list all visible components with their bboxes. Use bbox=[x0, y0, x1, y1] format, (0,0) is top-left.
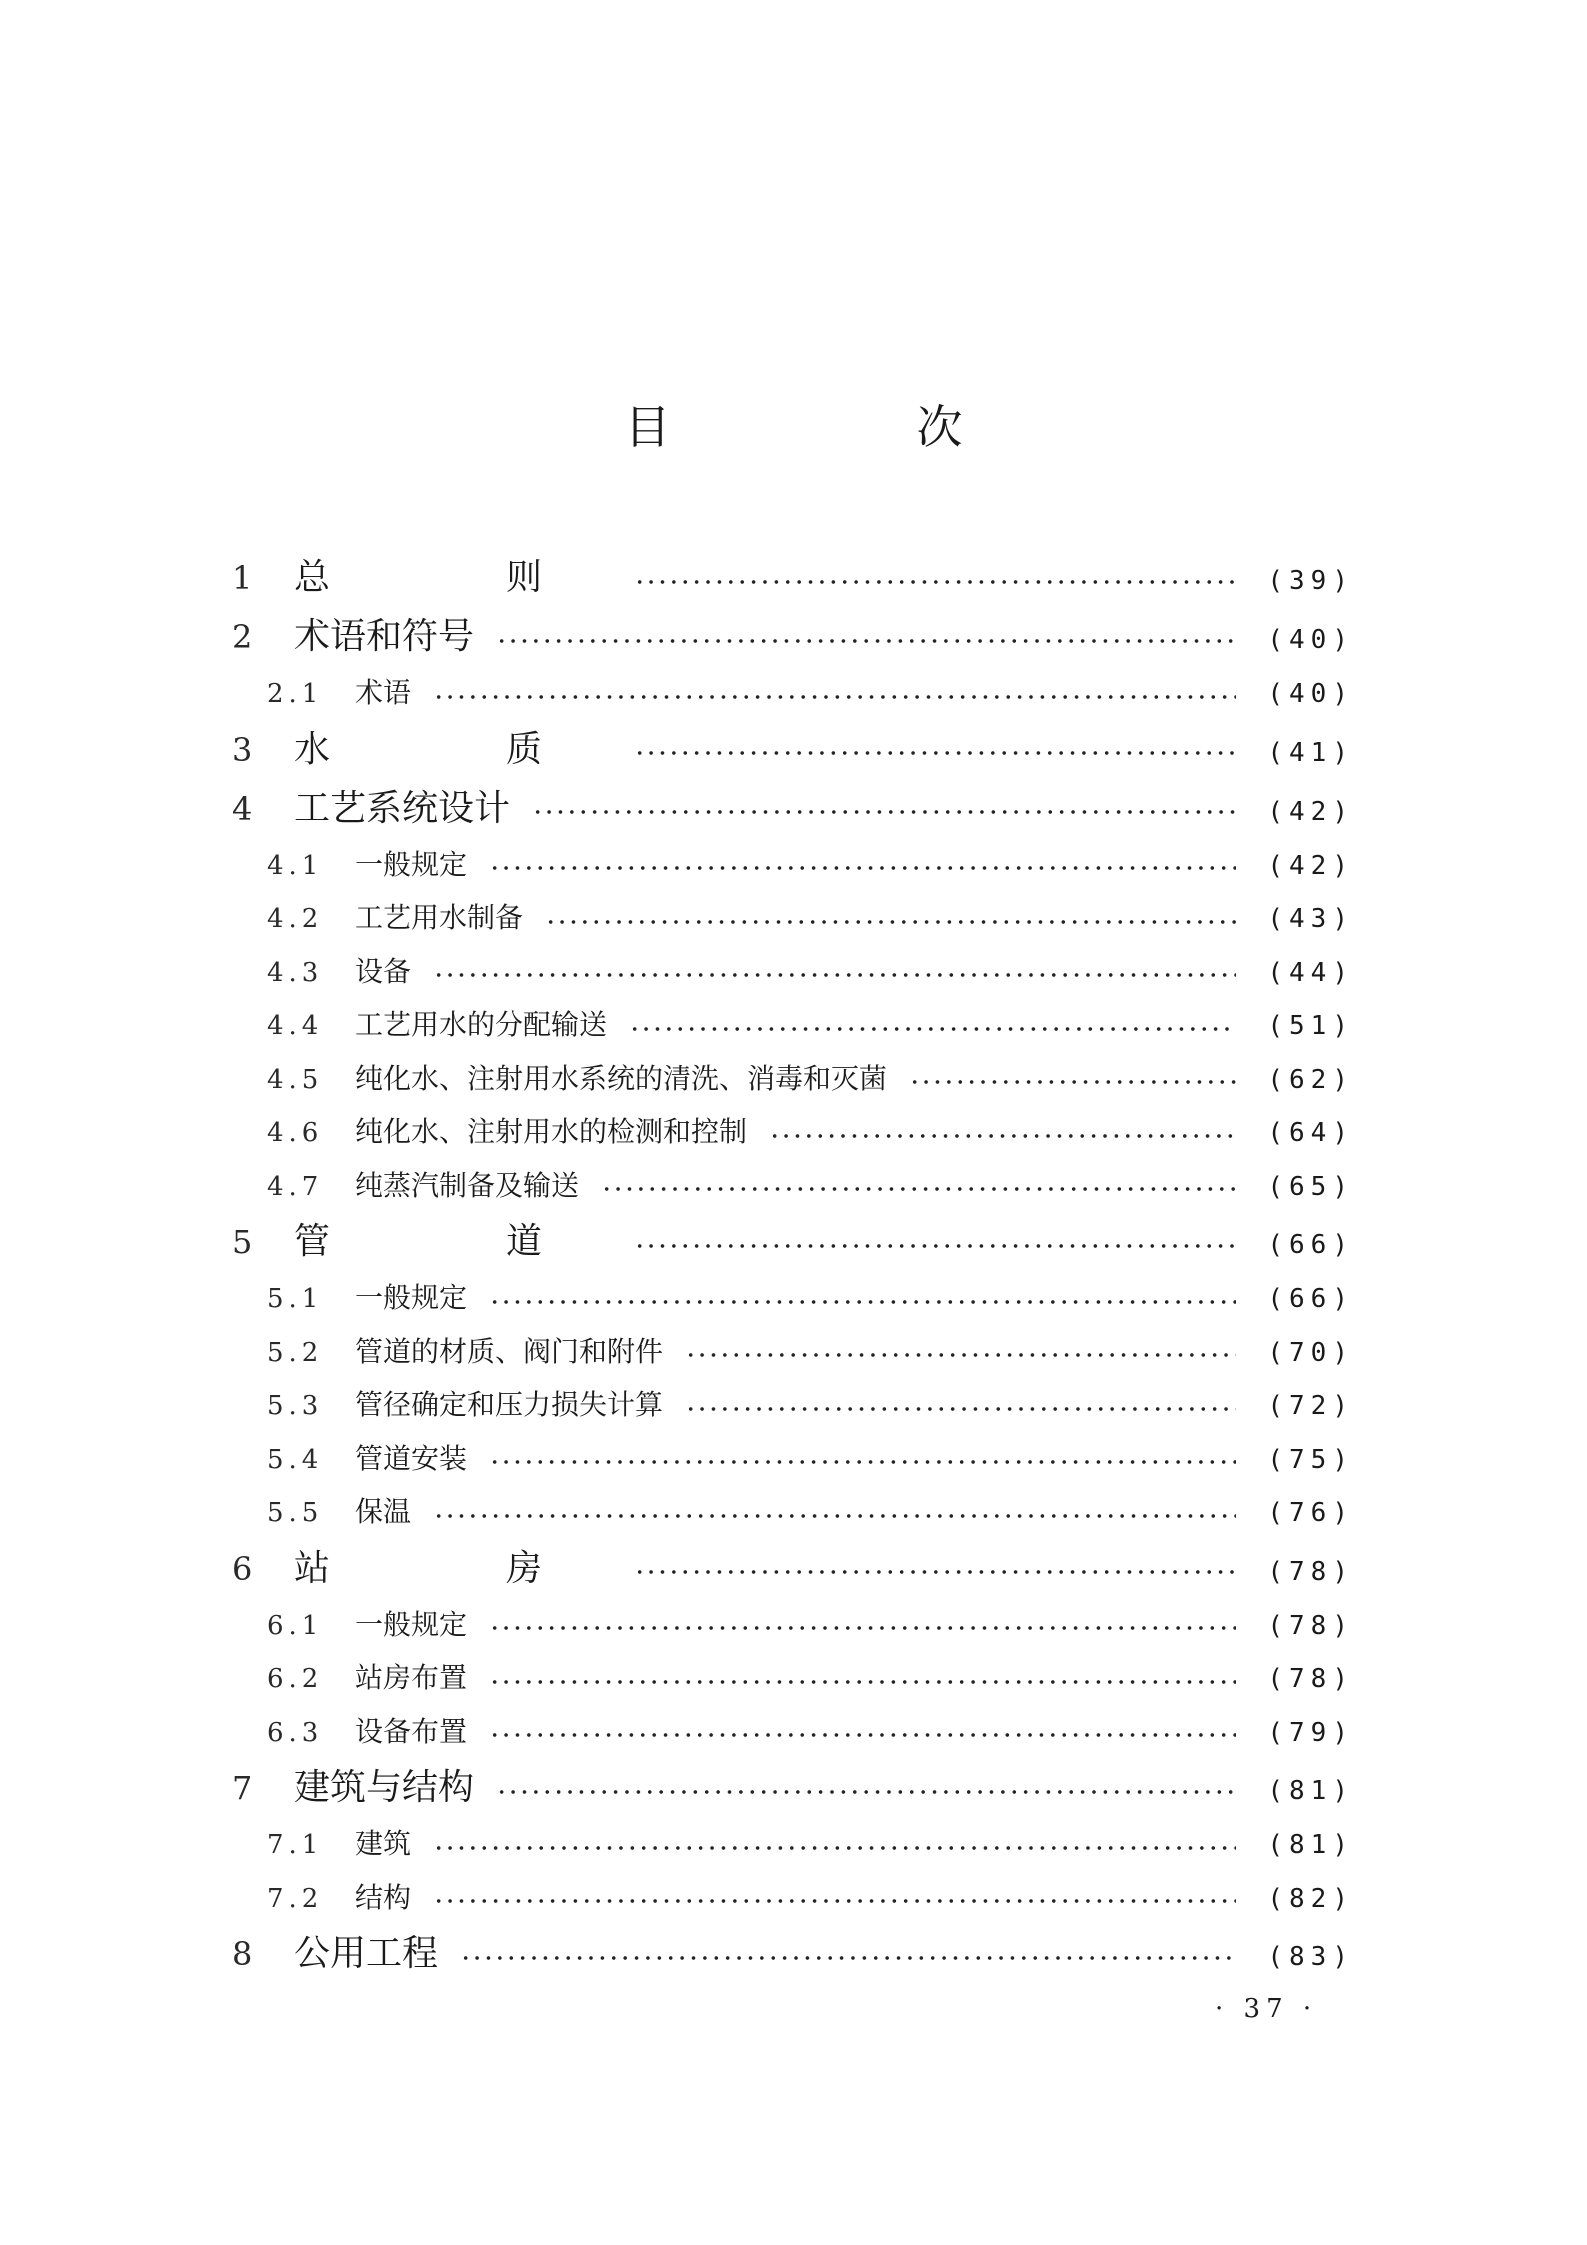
toc-section[interactable] bbox=[232, 998, 1354, 1052]
toc-entry-page: (66) bbox=[1267, 1230, 1354, 1260]
toc-entry-title: 站房布置 bbox=[355, 1661, 468, 1694]
toc-chapter[interactable] bbox=[232, 1212, 1354, 1271]
toc-entry-page: (79) bbox=[1267, 1717, 1354, 1748]
toc-section[interactable] bbox=[232, 666, 1354, 720]
toc-entry-page: (40) bbox=[1267, 625, 1354, 655]
toc-entry-number: 5.3 bbox=[267, 1391, 324, 1421]
toc-entry-page: (83) bbox=[1267, 1942, 1354, 1972]
toc-entry-title: 保温 bbox=[355, 1495, 412, 1528]
toc-entry-title: 一般规定 bbox=[355, 1607, 468, 1641]
dot-leader bbox=[601, 1186, 1236, 1192]
dot-leader bbox=[634, 1243, 1236, 1249]
toc-entry-page: (41) bbox=[1267, 737, 1354, 768]
toc-section[interactable] bbox=[232, 1705, 1354, 1759]
toc-entry-title: 管径确定和压力损失计算 bbox=[355, 1388, 664, 1421]
toc-entry-title: 管道的材质、阀门和附件 bbox=[355, 1334, 664, 1368]
toc-section[interactable] bbox=[232, 1871, 1354, 1925]
toc-entry-title: 一般规定 bbox=[355, 847, 468, 881]
toc-entry-title: 管 道 bbox=[294, 1221, 613, 1262]
toc-entry-page: (42) bbox=[1267, 796, 1354, 827]
dot-leader bbox=[433, 694, 1236, 700]
dot-leader bbox=[489, 1732, 1236, 1738]
toc-entry-page: (66) bbox=[1267, 1284, 1354, 1314]
toc-section[interactable] bbox=[232, 1651, 1354, 1705]
toc-entry-number: 4.4 bbox=[267, 1011, 324, 1041]
dot-leader bbox=[496, 638, 1236, 644]
dot-leader bbox=[489, 865, 1236, 871]
toc-entry-number: 7 bbox=[232, 1769, 253, 1807]
dot-leader bbox=[496, 1789, 1236, 1795]
toc-entry-title: 设备 bbox=[355, 954, 412, 988]
toc-entry-number: 7.1 bbox=[267, 1830, 324, 1860]
toc-chapter[interactable] bbox=[232, 720, 1354, 779]
toc-entry-page: (64) bbox=[1267, 1118, 1354, 1148]
toc-section[interactable] bbox=[232, 838, 1354, 892]
toc-entry-number: 5.2 bbox=[267, 1337, 324, 1368]
toc-entry-number: 2 bbox=[232, 618, 253, 656]
toc-entry-page: (62) bbox=[1267, 1064, 1354, 1095]
toc-section[interactable] bbox=[232, 1598, 1354, 1652]
toc-entry-number: 6.2 bbox=[267, 1664, 324, 1694]
toc-chapter[interactable] bbox=[232, 1539, 1354, 1598]
toc-chapter[interactable] bbox=[232, 779, 1354, 838]
toc-entry-page: (51) bbox=[1267, 1011, 1354, 1041]
dot-leader bbox=[433, 1845, 1236, 1851]
toc-section[interactable] bbox=[232, 891, 1354, 945]
toc-entry-page: (44) bbox=[1267, 957, 1354, 988]
toc-chapter[interactable] bbox=[232, 1924, 1354, 1983]
toc-entry-title: 一般规定 bbox=[355, 1281, 468, 1314]
dot-leader bbox=[685, 1406, 1236, 1412]
dot-leader bbox=[532, 809, 1236, 815]
toc-entry-title: 水 质 bbox=[294, 728, 613, 770]
dot-leader bbox=[489, 1679, 1236, 1685]
toc-entry-number: 4.2 bbox=[267, 904, 324, 934]
toc-entry-number: 5.5 bbox=[267, 1498, 324, 1528]
toc-entry-title: 设备布置 bbox=[355, 1714, 468, 1748]
dot-leader bbox=[629, 1026, 1236, 1032]
dot-leader bbox=[489, 1299, 1236, 1305]
toc-section[interactable] bbox=[232, 1325, 1354, 1379]
toc-entry-number: 5 bbox=[232, 1223, 253, 1261]
toc-entry-number: 2.1 bbox=[267, 679, 324, 709]
toc-entry-title: 结构 bbox=[355, 1880, 412, 1914]
toc-entry-title: 建筑 bbox=[355, 1827, 412, 1860]
toc-entry-title: 工艺用水的分配输送 bbox=[355, 1008, 608, 1041]
toc-entry-number: 4.3 bbox=[267, 957, 324, 988]
toc-entry-title: 公用工程 bbox=[294, 1933, 439, 1974]
toc-entry-page: (43) bbox=[1267, 904, 1354, 934]
toc-entry-number: 5.1 bbox=[267, 1284, 324, 1314]
dot-leader bbox=[634, 579, 1236, 585]
toc-section[interactable] bbox=[232, 945, 1354, 999]
toc-entry-number: 4.1 bbox=[267, 850, 324, 881]
dot-leader bbox=[489, 1459, 1236, 1465]
dot-leader bbox=[433, 972, 1236, 978]
toc-chapter[interactable] bbox=[232, 548, 1354, 607]
toc-entry-number: 4.6 bbox=[267, 1118, 324, 1148]
toc-entry-page: (78) bbox=[1267, 1664, 1354, 1694]
toc-entry-number: 1 bbox=[232, 559, 253, 597]
table-of-contents bbox=[232, 548, 1354, 1983]
toc-entry-title: 管道安装 bbox=[355, 1441, 468, 1475]
toc-entry-number: 3 bbox=[232, 730, 253, 769]
toc-section[interactable] bbox=[232, 1485, 1354, 1539]
toc-section[interactable] bbox=[232, 1105, 1354, 1159]
toc-entry-number: 4.7 bbox=[267, 1171, 324, 1202]
toc-section[interactable] bbox=[232, 1271, 1354, 1325]
page-title: 目 次 bbox=[624, 399, 1063, 454]
toc-section[interactable] bbox=[232, 1052, 1354, 1106]
toc-entry-number: 6 bbox=[232, 1549, 253, 1588]
toc-entry-title: 纯化水、注射用水系统的清洗、消毒和灭菌 bbox=[355, 1061, 888, 1095]
toc-entry-number: 5.4 bbox=[267, 1444, 324, 1475]
dot-leader bbox=[909, 1079, 1236, 1085]
toc-entry-page: (75) bbox=[1267, 1444, 1354, 1475]
toc-chapter[interactable] bbox=[232, 607, 1354, 666]
toc-section[interactable] bbox=[232, 1159, 1354, 1213]
dot-leader bbox=[489, 1625, 1236, 1631]
dot-leader bbox=[433, 1898, 1236, 1904]
toc-entry-title: 纯化水、注射用水的检测和控制 bbox=[355, 1115, 748, 1148]
dot-leader bbox=[545, 919, 1236, 925]
toc-entry-page: (81) bbox=[1267, 1830, 1354, 1860]
toc-entry-number: 8 bbox=[232, 1935, 253, 1973]
toc-entry-title: 建筑与结构 bbox=[294, 1767, 475, 1808]
toc-entry-page: (78) bbox=[1267, 1556, 1354, 1587]
toc-entry-number: 7.2 bbox=[267, 1883, 324, 1914]
toc-entry-number: 6.3 bbox=[267, 1717, 324, 1748]
toc-entry-page: (42) bbox=[1267, 850, 1354, 881]
page-number: · 37 · bbox=[1215, 1994, 1318, 2024]
dot-leader bbox=[634, 1569, 1236, 1575]
toc-entry-page: (78) bbox=[1267, 1610, 1354, 1641]
toc-entry-page: (39) bbox=[1267, 566, 1354, 596]
toc-entry-page: (72) bbox=[1267, 1391, 1354, 1421]
toc-entry-title: 站 房 bbox=[294, 1547, 613, 1589]
toc-entry-number: 4 bbox=[232, 789, 253, 828]
toc-entry-title: 纯蒸汽制备及输送 bbox=[355, 1168, 580, 1202]
dot-leader bbox=[769, 1133, 1236, 1139]
dot-leader bbox=[685, 1352, 1236, 1358]
toc-entry-page: (65) bbox=[1267, 1171, 1354, 1202]
toc-entry-page: (70) bbox=[1267, 1337, 1354, 1368]
dot-leader bbox=[433, 1513, 1236, 1519]
toc-entry-number: 6.1 bbox=[267, 1610, 324, 1641]
toc-entry-page: (76) bbox=[1267, 1498, 1354, 1528]
toc-entry-title: 工艺系统设计 bbox=[294, 787, 511, 829]
toc-entry-page: (82) bbox=[1267, 1883, 1354, 1914]
toc-section[interactable] bbox=[232, 1432, 1354, 1486]
toc-entry-title: 总 则 bbox=[294, 557, 613, 598]
toc-entry-page: (81) bbox=[1267, 1776, 1354, 1806]
toc-section[interactable] bbox=[232, 1378, 1354, 1432]
dot-leader bbox=[634, 750, 1236, 756]
dot-leader bbox=[460, 1955, 1236, 1961]
toc-entry-title: 工艺用水制备 bbox=[355, 901, 524, 934]
toc-entry-title: 术语和符号 bbox=[294, 616, 475, 657]
toc-entry-title: 术语 bbox=[355, 676, 412, 709]
toc-entry-number: 4.5 bbox=[267, 1064, 324, 1095]
toc-entry-page: (40) bbox=[1267, 679, 1354, 709]
toc-section[interactable] bbox=[232, 1817, 1354, 1871]
toc-chapter[interactable] bbox=[232, 1758, 1354, 1817]
